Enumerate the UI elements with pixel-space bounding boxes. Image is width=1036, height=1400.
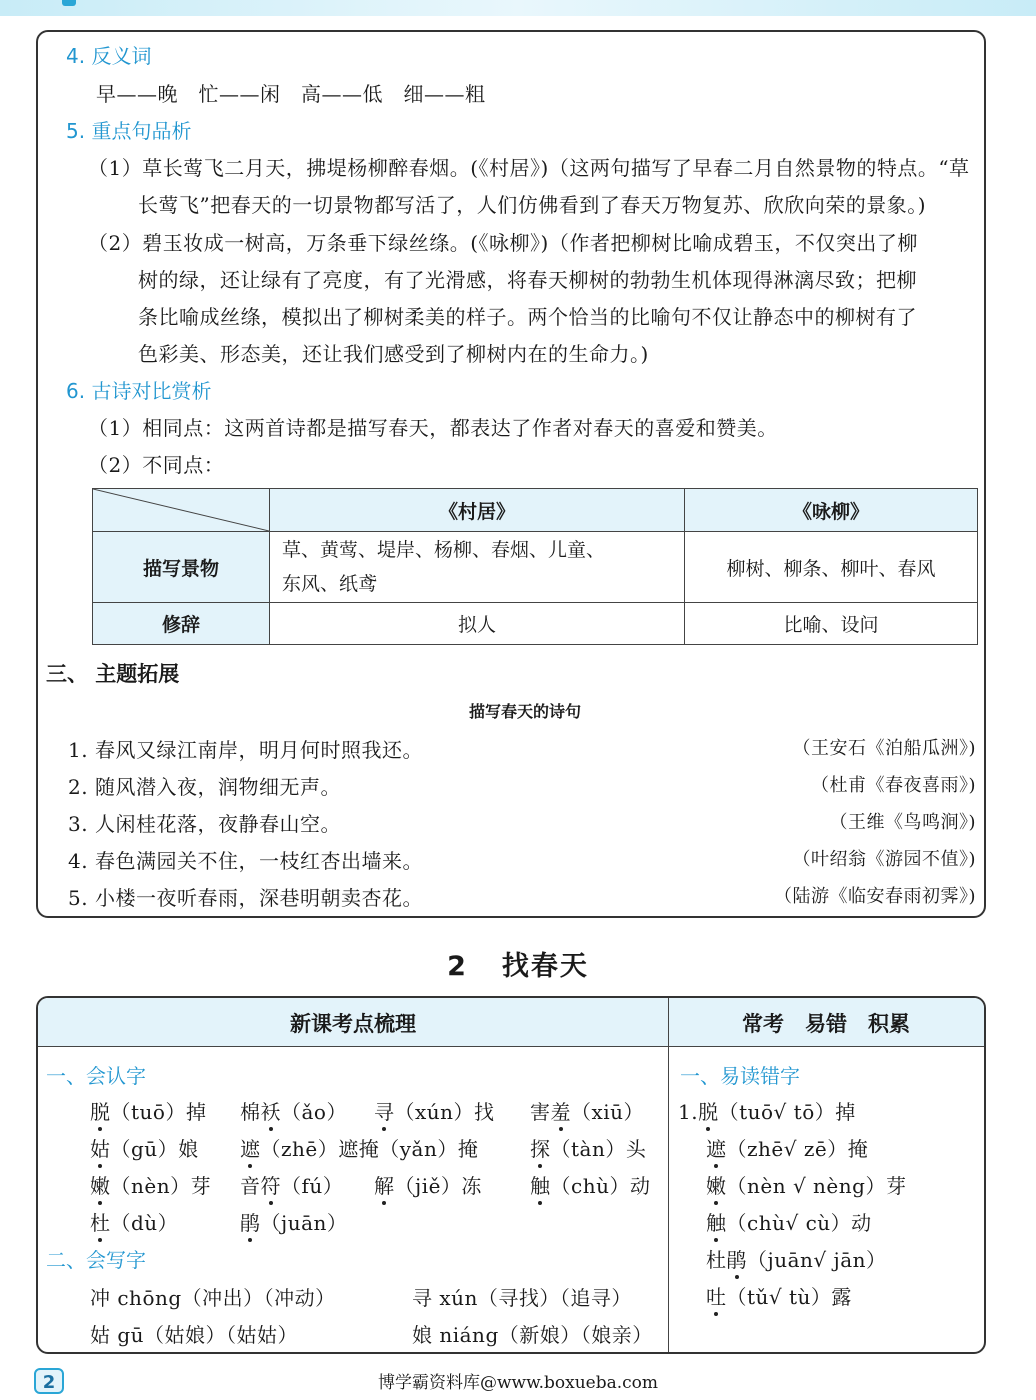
dotted-character: 羞	[551, 1096, 572, 1125]
poem-line: 3. 人闲桂花落，夜静春山空。	[68, 812, 341, 836]
top-tab-marker	[62, 0, 76, 6]
word-pinyin: （nèn）芽	[110, 1174, 212, 1198]
write-row-left: 姑 gū（姑娘）（姑姑）	[90, 1323, 299, 1347]
antonyms-heading: 4. 反义词	[66, 44, 152, 68]
word-prefix: 棉	[240, 1100, 261, 1124]
comparison-heading: 6. 古诗对比赏析	[66, 379, 212, 403]
misread-item	[706, 1207, 872, 1236]
comparison-same: （1）相同点：这两首诗都是描写春天，都表达了作者对春天的喜爱和赞美。	[88, 416, 778, 440]
write-heading: 二、会写字	[46, 1248, 146, 1272]
recognize-word	[374, 1096, 495, 1125]
dotted-character: 鹃	[727, 1244, 748, 1273]
sentence2-line1: （2）碧玉妆成一树高，万条垂下绿丝绦。(《咏柳》)（作者把柳树比喻成碧玉，不仅突出了柳	[88, 231, 918, 255]
recognize-word	[530, 1170, 650, 1199]
dotted-character: 嫩	[706, 1170, 727, 1199]
misread-item	[706, 1170, 906, 1199]
dotted-character: 寻	[374, 1096, 395, 1125]
pinyin-correction: （nèn √ nèng）芽	[726, 1174, 907, 1198]
right-column-header: 常考 易错 积累	[742, 1012, 910, 1036]
sentence1-line1: （1）草长莺飞二月天，拂堤杨柳醉春烟。(《村居》)（这两句描写了早春二月自然景物的特点。“草	[88, 156, 970, 180]
dotted-character: 探	[530, 1133, 551, 1162]
antonyms-pairs: 早——晚 忙——闲 高——低 细——粗	[96, 82, 486, 106]
misread-item	[706, 1244, 887, 1273]
word-pinyin: （zhē）遮掩（yǎn）掩	[260, 1137, 479, 1161]
theme-subtitle: 描写春天的诗句	[468, 702, 581, 721]
dotted-character: 袄	[261, 1096, 282, 1125]
misread-heading: 一、易读错字	[680, 1064, 800, 1088]
key-sentences-heading: 5. 重点句品析	[66, 119, 192, 143]
table-yongliu-scenery: 柳树、柳条、柳叶、春风	[685, 532, 978, 603]
write-row-right: 娘 niáng（新娘）（娘亲）	[412, 1323, 653, 1347]
dotted-character: 符	[261, 1170, 282, 1199]
dotted-character: 吐	[706, 1281, 727, 1310]
word-pinyin: （ǎo）	[281, 1100, 347, 1124]
comparison-table	[92, 488, 978, 645]
recognize-word	[374, 1170, 482, 1199]
table-header-cunju: 《村居》	[270, 489, 685, 532]
item-number: 1.	[678, 1100, 699, 1124]
page-number: 2	[34, 1368, 64, 1394]
table-yongliu-rhetoric: 比喻、设问	[685, 603, 978, 645]
poem-line: 2. 随风潜入夜，润物细无声。	[68, 775, 341, 799]
word-prefix: 害	[530, 1100, 551, 1124]
pinyin-correction: （zhē√ zē）掩	[726, 1137, 869, 1161]
lesson-name: 找春天	[501, 951, 589, 982]
recognize-word	[530, 1096, 644, 1125]
cunju-scenery-line1: 草、黄莺、堤岸、杨柳、春烟、儿童、	[282, 539, 606, 561]
word-pinyin: （gū）娘	[110, 1137, 199, 1161]
word-pinyin: （dù）	[110, 1211, 179, 1235]
recognize-word	[90, 1170, 211, 1199]
dotted-character: 遮	[706, 1133, 727, 1162]
dotted-character: 杜	[90, 1207, 111, 1236]
dotted-character: 解	[374, 1170, 395, 1199]
word-pinyin: （jiě）冻	[394, 1174, 482, 1198]
table-corner-cell	[93, 489, 270, 532]
word-pinyin: （fú）	[281, 1174, 344, 1198]
lesson-number: 2	[447, 951, 468, 982]
write-row-right: 寻 xún（寻找）（追寻）	[412, 1286, 632, 1310]
recognize-word	[90, 1133, 199, 1162]
recognize-heading: 一、会认字	[46, 1064, 146, 1088]
comparison-diff: （2）不同点：	[88, 453, 225, 477]
poem-source: （王安石《泊船瓜洲》)	[792, 738, 976, 759]
column-divider	[668, 998, 669, 1354]
word-pinyin: （tàn）头	[550, 1137, 647, 1161]
pinyin-correction: （chù√ cù）动	[726, 1211, 872, 1235]
pinyin-correction: （tuō√ tō）掉	[718, 1100, 856, 1124]
word-prefix: 杜	[706, 1248, 727, 1272]
word-pinyin: （tuō）掉	[110, 1100, 207, 1124]
sentence2-line2: 树的绿，还让绿有了亮度，有了光滑感，将春天柳树的勃勃生机体现得淋漓尽致；把柳	[138, 268, 917, 292]
write-row-left: 冲 chōng（冲出）（冲动）	[90, 1286, 336, 1310]
dotted-character: 触	[706, 1207, 727, 1236]
table-cunju-scenery	[270, 532, 685, 603]
sentence1-line2: 长莺飞”把春天的一切景物都写活了，人们仿佛看到了春天万物复苏、欣欣向荣的景象。)	[138, 193, 927, 217]
footer-watermark: 博学霸资料库@www.boxueba.com	[377, 1373, 659, 1393]
poem-source: （叶绍翁《游园不值》)	[792, 849, 976, 870]
misread-item	[678, 1096, 856, 1125]
recognize-word	[240, 1133, 478, 1162]
poem-source: （王维《鸟鸣涧》)	[829, 812, 976, 833]
dotted-character: 脱	[698, 1096, 719, 1125]
recognize-word	[240, 1207, 347, 1236]
diagonal-line	[93, 489, 269, 531]
poem-line: 5. 小楼一夜听春雨，深巷明朝卖杏花。	[68, 886, 423, 910]
left-column-header: 新课考点梳理	[290, 1012, 416, 1036]
dotted-character: 遮	[240, 1133, 261, 1162]
lesson-title	[0, 944, 1036, 983]
recognize-word	[90, 1096, 206, 1125]
dotted-character: 姑	[90, 1133, 111, 1162]
table-row-rhetoric-label: 修辞	[93, 603, 270, 645]
word-prefix: 音	[240, 1174, 261, 1198]
poem-source: （杜甫《春夜喜雨》)	[810, 775, 976, 796]
sentence2-line3: 条比喻成丝绦，模拟出了柳树柔美的样子。两个恰当的比喻句不仅让静态中的柳树有了	[138, 305, 917, 329]
poem-line: 1. 春风又绿江南岸，明月何时照我还。	[68, 738, 423, 762]
lesson-box	[36, 996, 986, 1354]
table-row-scenery-label: 描写景物	[93, 532, 270, 603]
recognize-word	[90, 1207, 178, 1236]
table-cunju-rhetoric: 拟人	[270, 603, 685, 645]
dotted-character: 触	[530, 1170, 551, 1199]
table-header-yongliu: 《咏柳》	[685, 489, 978, 532]
recognize-word	[240, 1096, 347, 1125]
poem-line: 4. 春色满园关不住，一枝红杏出墙来。	[68, 849, 423, 873]
dotted-character: 嫩	[90, 1170, 111, 1199]
theme-heading: 三、 主题拓展	[46, 662, 180, 686]
cunju-scenery-line2: 东风、纸鸢	[282, 573, 378, 595]
dotted-character: 脱	[90, 1096, 111, 1125]
sentence2-line4: 色彩美、形态美，还让我们感受到了柳树内在的生命力。)	[138, 342, 649, 366]
word-pinyin: （chù）动	[550, 1174, 651, 1198]
top-decoration-bar	[0, 0, 1036, 16]
dotted-character: 鹃	[240, 1207, 261, 1236]
pinyin-correction: （tǔ√ tù）露	[726, 1285, 852, 1309]
word-pinyin: （xiū）	[571, 1100, 645, 1124]
word-pinyin: （juān）	[260, 1211, 348, 1235]
pinyin-correction: （juān√ jān）	[747, 1248, 887, 1272]
recognize-word	[530, 1133, 646, 1162]
misread-item	[706, 1281, 852, 1310]
word-pinyin: （xún）找	[394, 1100, 495, 1124]
recognize-word	[240, 1170, 343, 1199]
misread-item	[706, 1133, 868, 1162]
poem-source: （陆游《临安春雨初霁》)	[773, 886, 976, 907]
